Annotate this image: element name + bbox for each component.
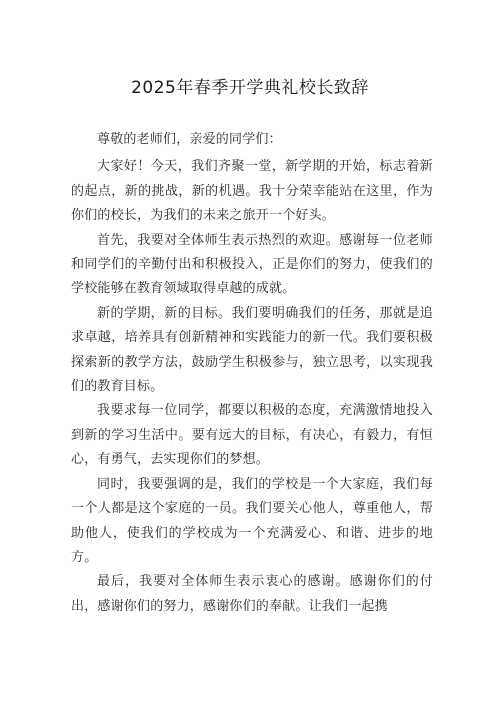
paragraph: 我要求每一位同学，都要以积极的态度，充满激情地投入到新的学习生活中。要有远大的目标，有决心，有毅力，有恒心，有勇气，去实现你们的梦想。 [71, 403, 433, 468]
paragraph: 大家好！今天，我们齐聚一堂，新学期的开始，标志着新的起点，新的挑战，新的机遇。我十分荣幸能站在这里，作为你们的校长，为我们的未来之旅开一个好头。 [71, 159, 433, 224]
salutation: 尊敬的老师们，亲爱的同学们： [97, 132, 282, 147]
paragraph: 最后，我要对全体师生表示衷心的感谢。感谢你们的付出，感谢你们的努力，感谢你们的奉献。让我们一起携 [71, 574, 433, 614]
document-body [71, 128, 433, 619]
document-title: 2025年春季开学典礼校长致辞 [131, 78, 369, 98]
paragraph: 同时，我要强调的是，我们的学校是一个大家庭，我们每一个人都是这个家庭的一员。我们要关心他人，尊重他人，帮助他人，使我们的学校成为一个充满爱心、和谐、进步的地方。 [71, 476, 433, 565]
paragraph: 新的学期，新的目标。我们要明确我们的任务，那就是追求卓越，培养具有创新精神和实践能力的新一代。我们要积极探索新的教学方法，鼓励学生积极参与，独立思考，以实现我们的教育目标。 [71, 305, 433, 395]
paragraph: 首先，我要对全体师生表示热烈的欢迎。感谢每一位老师和同学们的辛勤付出和积极投入，正是你们的努力，使我们的学校能够在教育领域取得卓越的成就。 [71, 232, 433, 297]
